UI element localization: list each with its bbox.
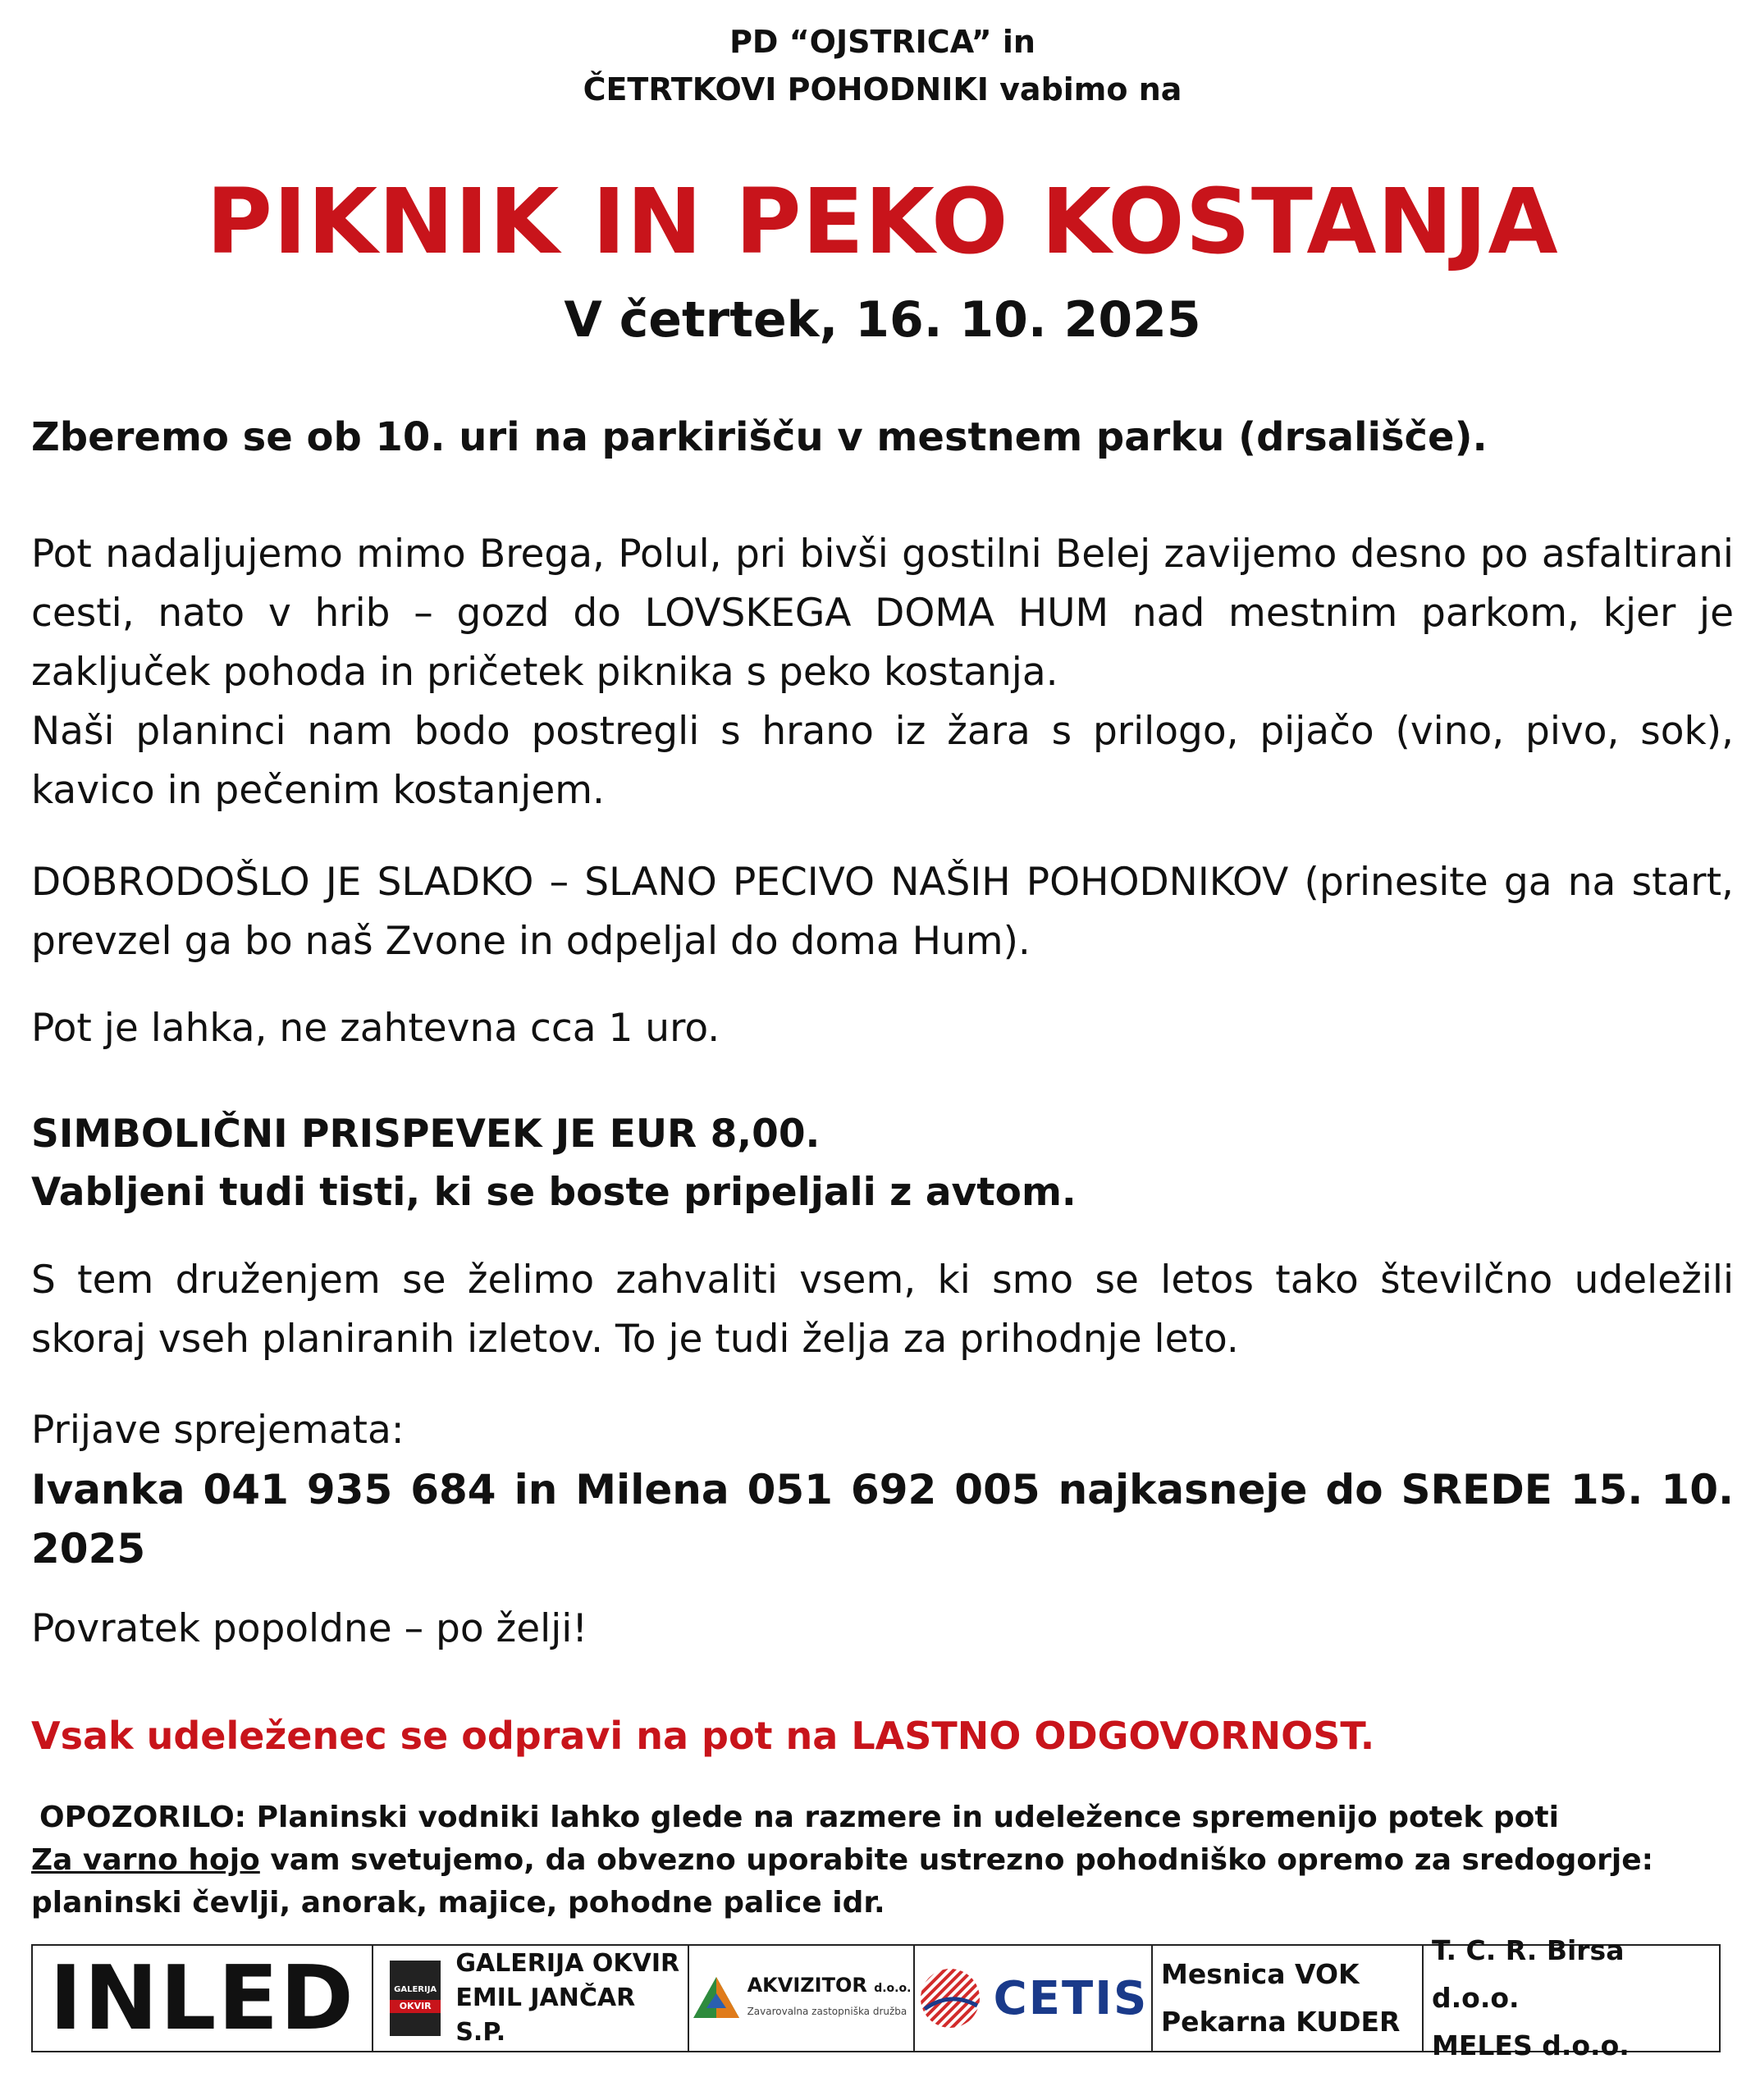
akvizitor-name: AKVIZITOR [747, 1974, 867, 1997]
sponsor-galerija [373, 1946, 689, 2051]
sponsor-bar [31, 1934, 1721, 2061]
fee-note: SIMBOLIČNI PRISPEVEK JE EUR 8,00. [31, 1112, 821, 1157]
registration-contacts: Ivanka 041 935 684 in Milena 051 692 005 najkasneje do SREDE 15. 10. 2025 [31, 1466, 1734, 1573]
registration-label: Prijave sprejemata: [31, 1408, 405, 1453]
organizer-line-1: PD “OJSTRICA” in [729, 24, 1035, 60]
difficulty-note: Pot je lahka, ne zahtevna cca 1 uro. [31, 1006, 720, 1051]
akvizitor-subtitle: Zavarovalna zastopniška družba [747, 2006, 907, 2017]
food-description: Naši planinci nam bodo postregli s hrano iz žara s prilogo, pijačo (vino, pivo, sok), kavico in pečenim kostanjem. [31, 709, 1734, 813]
organizer-line-2: ČETRTKOVI POHODNIKI vabimo na [583, 71, 1182, 107]
sponsor-cetis [915, 1946, 1153, 2051]
safety-emphasis: Za varno hojo [31, 1843, 260, 1877]
inled-logo: INLED [49, 1947, 355, 2050]
thanks-note: S tem druženjem se želimo zahvaliti vsem, ki smo se letos tako številčno udeležili skoraj vseh planiranih izletov. To je tudi želja za prihodnje leto. [31, 1258, 1734, 1362]
meeting-point: Zberemo se ob 10. uri na parkirišču v mestnem parku (drsališče). [31, 414, 1488, 460]
cars-note: Vabljeni tudi tisti, ki se boste pripeljali z avtom. [31, 1170, 1077, 1215]
sponsor-group-2 [1424, 1934, 1716, 2061]
sponsor-akvizitor [689, 1946, 915, 2051]
event-date: V četrtek, 16. 10. 2025 [564, 291, 1201, 349]
pastry-note: DOBRODOŠLO JE SLADKO – SLANO PECIVO NAŠIH POHODNIKOV (prinesite ga na start, prevzel ga bo naš Zvone in odpeljal do doma Hum). [31, 860, 1734, 964]
galerija-logo-icon: GALERIJA OKVIR [390, 1961, 441, 2036]
sponsor-meles: MELES d.o.o. [1432, 2029, 1630, 2061]
route-description: Pot nadaljujemo mimo Brega, Polul, pri bivši gostilni Belej zavijemo desno po asfaltirani cesti, nato v hrib – gozd do LOVSKEGA DOMA HUM nad mestnim parkom, kjer je zaključek pohoda in pričetek piknika s peko kostanja. [31, 532, 1734, 695]
safety-equipment: planinski čevlji, anorak, majice, pohodne palice idr. [31, 1886, 885, 1920]
responsibility-note: Vsak udeleženec se odpravi na pot na LASTNO ODGOVORNOST. [31, 1714, 1375, 1758]
sponsor-pekarna-kuder: Pekarna KUDER [1161, 2006, 1401, 2038]
akvizitor-suffix: d.o.o. [874, 1982, 912, 1995]
cetis-globe-icon [918, 1966, 982, 2030]
akvizitor-triangle-icon [692, 1975, 741, 2021]
event-title: PIKNIK IN PEKO KOSTANJA [206, 169, 1559, 274]
sponsor-mesnica-vok: Mesnica VOK [1161, 1958, 1360, 1990]
safety-note [31, 1839, 1734, 1882]
sponsor-tcr-birsa: T. C. R. Birsa d.o.o. [1432, 1934, 1625, 2014]
safety-text: vam svetujemo, da obvezno uporabite ustrezno pohodniško opremo za sredogorje: [259, 1843, 1654, 1877]
sponsor-group-1 [1153, 1946, 1424, 2051]
return-note: Povratek popoldne – po želji! [31, 1606, 588, 1651]
warning-note: OPOZORILO: Planinski vodniki lahko glede na razmere in udeležence spremenijo potek poti [39, 1801, 1559, 1834]
cetis-name: CETIS [993, 1971, 1149, 2025]
galerija-text: GALERIJA OKVIR EMIL JANČAR S.P. [455, 1949, 680, 2047]
sponsor-inled [33, 1946, 373, 2051]
